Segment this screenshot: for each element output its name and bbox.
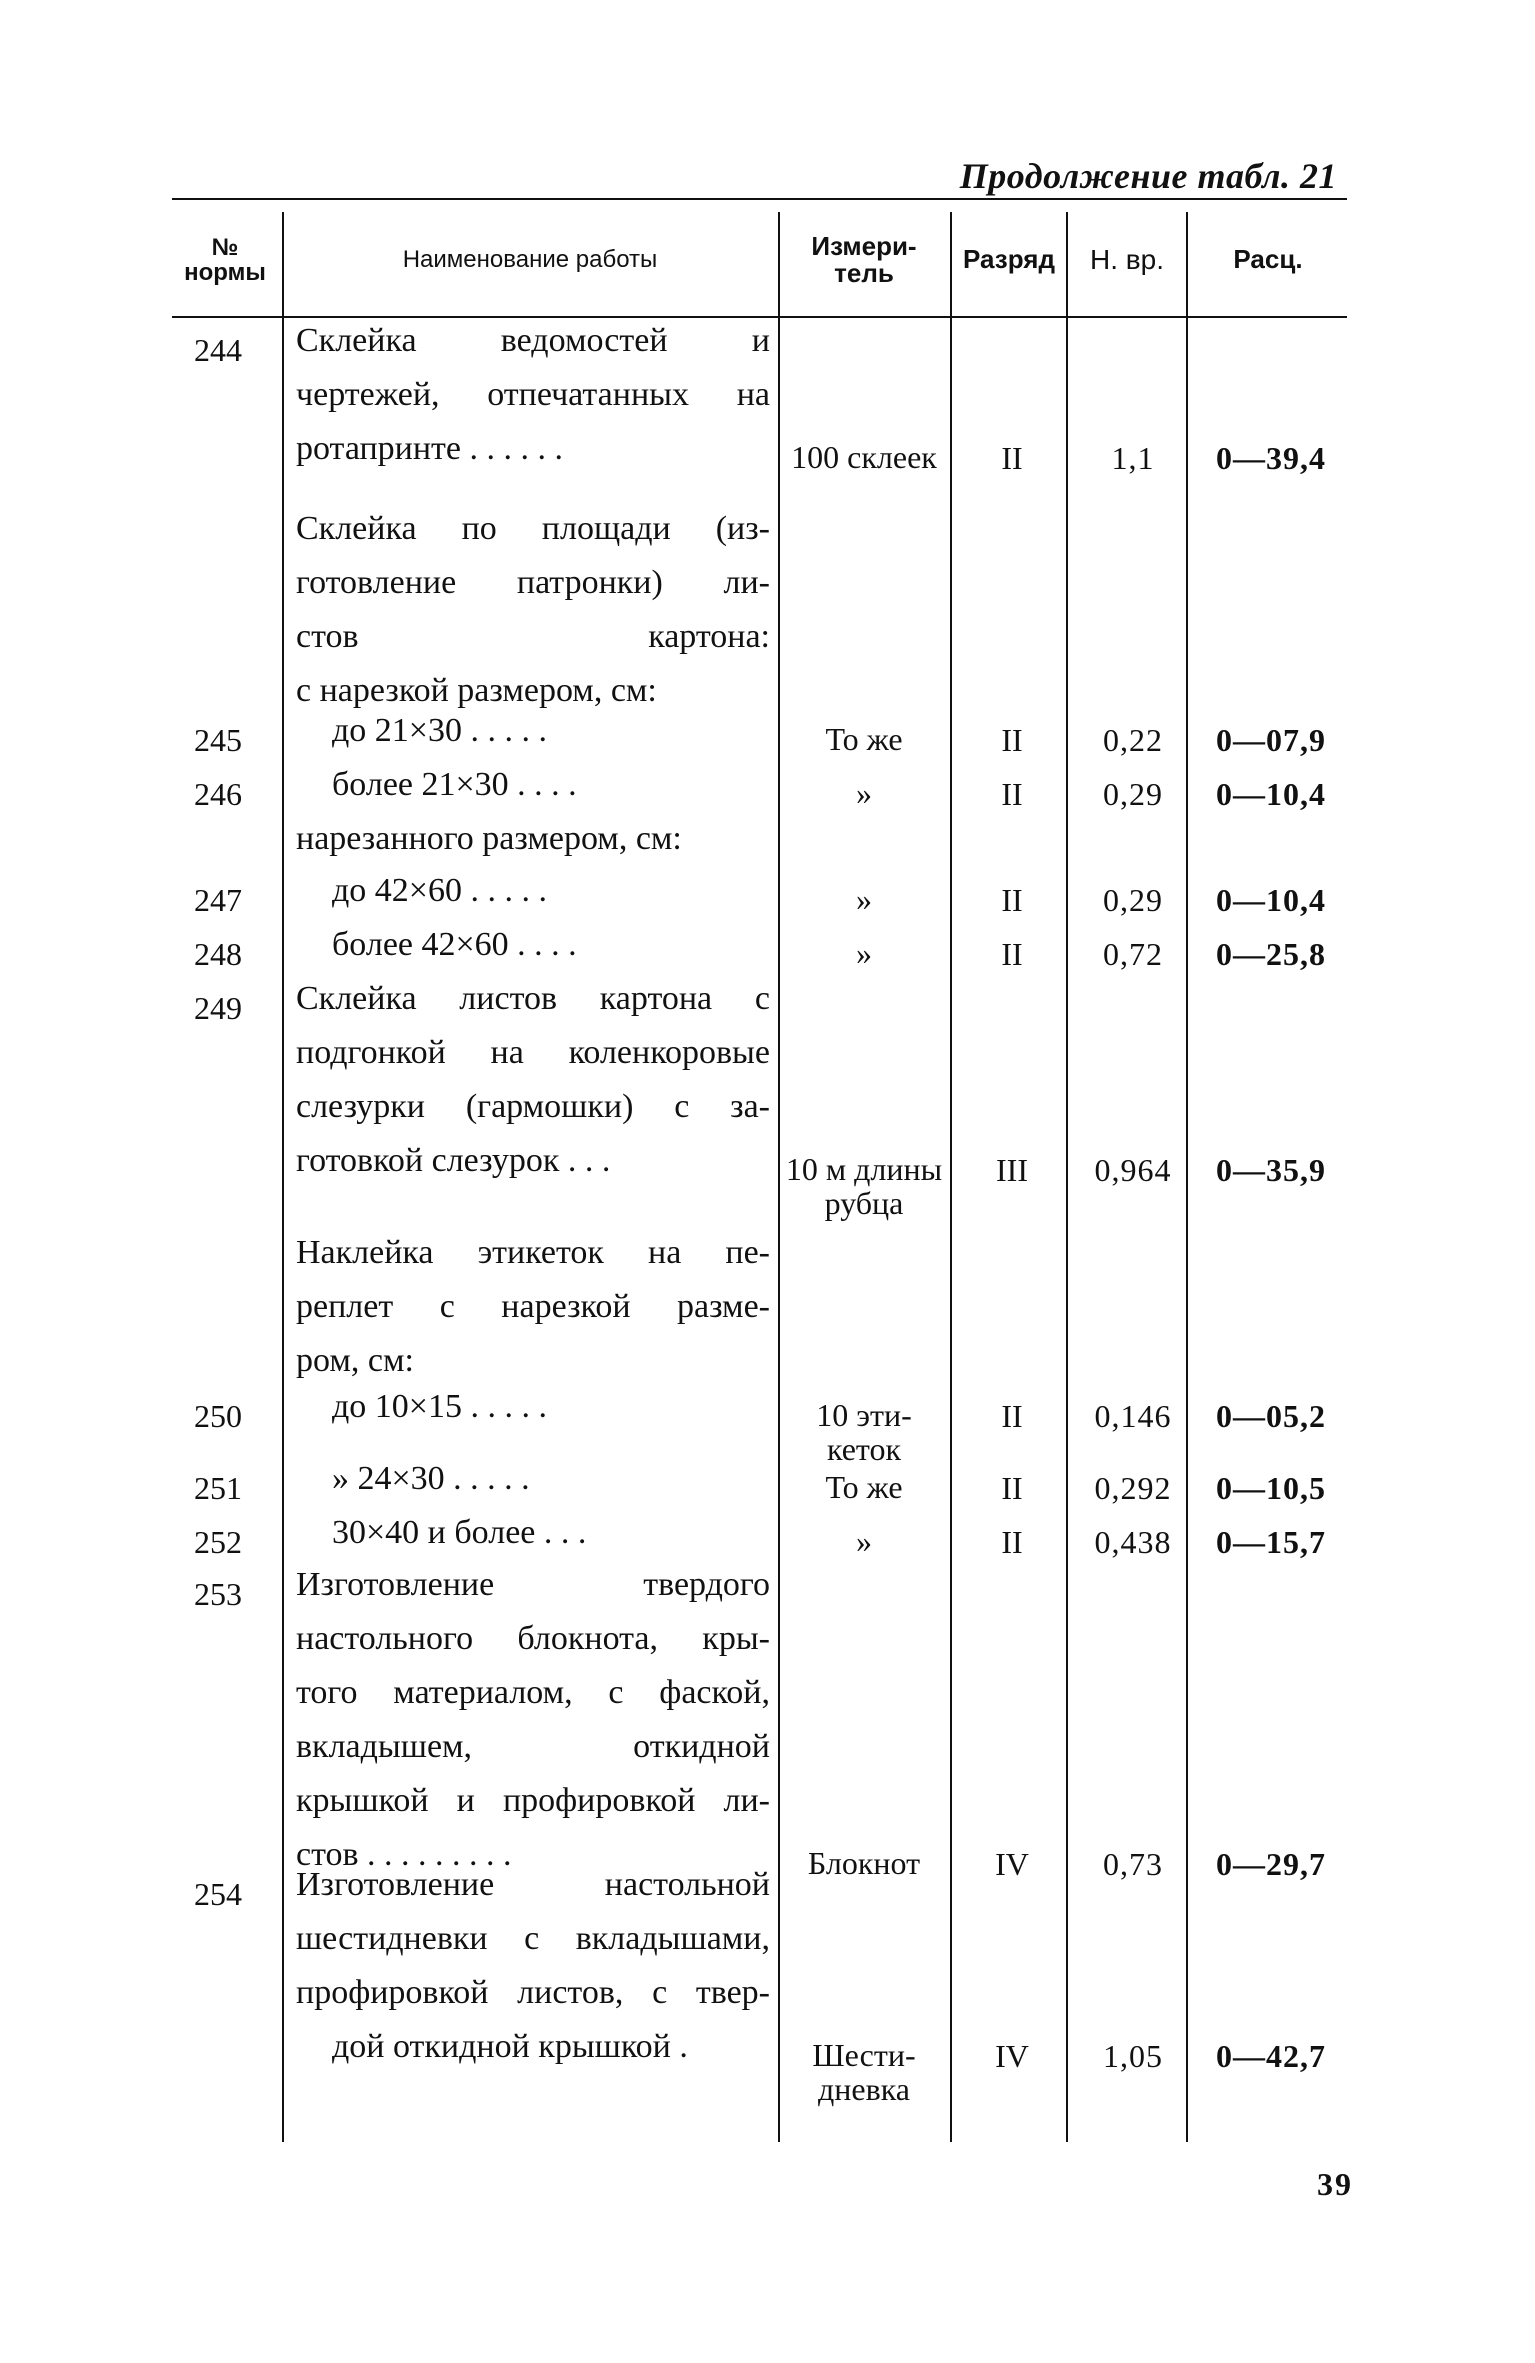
norm-number: 249 xyxy=(194,990,242,1026)
time-cell: 0,29 xyxy=(1103,882,1163,918)
work-description xyxy=(296,1452,770,1506)
grade-cell: II xyxy=(1001,722,1023,758)
description-line: профировкой листов, с твер- xyxy=(296,1974,770,2011)
unit-cell: То же xyxy=(825,721,903,757)
description-line: Склейка листов картона с xyxy=(296,980,770,1017)
norm-number: 252 xyxy=(194,1524,242,1560)
grade-cell: III xyxy=(996,1152,1028,1188)
time-cell: 0,22 xyxy=(1103,722,1163,758)
description-line: готовление патронки) ли- xyxy=(296,564,770,601)
time-cell: 0,292 xyxy=(1094,1470,1172,1506)
description-line: стов картона: xyxy=(296,618,770,655)
rate-cell: 0—25,8 xyxy=(1216,936,1326,972)
norm-number: 253 xyxy=(194,1576,242,1612)
grade-cell: II xyxy=(1001,1398,1023,1434)
rate-cell: 0—35,9 xyxy=(1216,1152,1326,1188)
unit-cell: » xyxy=(856,881,872,917)
grade-cell: IV xyxy=(995,1846,1029,1882)
column-divider xyxy=(778,212,780,2142)
rate-cell: 0—05,2 xyxy=(1216,1398,1326,1434)
rate-cell: 0—07,9 xyxy=(1216,722,1326,758)
unit-cell: » xyxy=(856,775,872,811)
norm-number: 245 xyxy=(194,722,242,758)
norm-number: 247 xyxy=(194,882,242,918)
grade-cell: II xyxy=(1001,776,1023,812)
description-line: ротапринте . . . . . . xyxy=(296,430,564,467)
work-description xyxy=(296,812,770,866)
page-number: 39 xyxy=(1317,2166,1353,2202)
header-unit: Измери-тель xyxy=(811,230,917,288)
time-cell: 0,73 xyxy=(1103,1846,1163,1882)
norm-number: 246 xyxy=(194,776,242,812)
grade-cell: IV xyxy=(995,2038,1029,2074)
description-line: до 42×60 . . . . . xyxy=(332,872,547,909)
work-description xyxy=(296,1380,770,1434)
description-line: крышкой и профировкой ли- xyxy=(296,1782,770,1819)
header-top-rule xyxy=(172,198,1347,200)
rate-cell: 0—10,4 xyxy=(1216,776,1326,812)
work-description xyxy=(296,502,770,718)
rate-cell: 0—42,7 xyxy=(1216,2038,1326,2074)
work-description xyxy=(296,918,770,972)
header-num: № нормы xyxy=(184,233,266,286)
grade-cell: II xyxy=(1001,882,1023,918)
table-caption: Продолжение табл. 21 xyxy=(959,156,1337,196)
grade-cell: II xyxy=(1001,1470,1023,1506)
description-line: подгонкой на коленкоровые xyxy=(296,1034,770,1071)
description-line: более 21×30 . . . . xyxy=(332,766,577,803)
work-description xyxy=(296,1858,770,2074)
description-line: Наклейка этикеток на пе- xyxy=(296,1234,770,1271)
grade-cell: II xyxy=(1001,1524,1023,1560)
unit-cell: Шести-дневка xyxy=(812,2037,916,2107)
rate-cell: 0—10,4 xyxy=(1216,882,1326,918)
grade-cell: II xyxy=(1001,936,1023,972)
rate-cell: 0—39,4 xyxy=(1216,440,1326,476)
header-name: Наименование работы xyxy=(402,246,658,274)
description-line: готовкой слезурок . . . xyxy=(296,1142,611,1179)
unit-cell: То же xyxy=(825,1469,903,1505)
time-cell: 0,72 xyxy=(1103,936,1163,972)
work-description xyxy=(296,1558,770,1882)
unit-cell: Блокнот xyxy=(807,1845,921,1881)
description-line: до 21×30 . . . . . xyxy=(332,712,547,749)
description-line: того материалом, с фаской, xyxy=(296,1674,770,1711)
description-line: нарезанного размером, см: xyxy=(296,820,682,857)
column-divider xyxy=(282,212,284,2142)
norm-number: 250 xyxy=(194,1398,242,1434)
work-description xyxy=(296,314,770,476)
header-grade: Разряд xyxy=(963,244,1055,275)
description-line: реплет с нарезкой разме- xyxy=(296,1288,770,1325)
unit-cell: 10 эти-кеток xyxy=(816,1397,912,1467)
description-line: настольного блокнота, кры- xyxy=(296,1620,770,1657)
header-rate: Расц. xyxy=(1233,244,1303,275)
column-divider xyxy=(950,212,952,2142)
time-cell: 0,964 xyxy=(1094,1152,1172,1188)
unit-cell: » xyxy=(856,935,872,971)
description-line: дой откидной крышкой . xyxy=(332,2028,688,2065)
rate-cell: 0—29,7 xyxy=(1216,1846,1326,1882)
work-description xyxy=(296,972,770,1188)
time-cell: 0,29 xyxy=(1103,776,1163,812)
work-description xyxy=(296,1506,770,1560)
grade-cell: II xyxy=(1001,440,1023,476)
work-description xyxy=(296,864,770,918)
unit-cell: 10 м длины рубца xyxy=(785,1151,943,1221)
work-description xyxy=(296,704,770,758)
description-line: более 42×60 . . . . xyxy=(332,926,577,963)
time-cell: 1,05 xyxy=(1103,2038,1163,2074)
time-cell: 0,146 xyxy=(1094,1398,1172,1434)
description-line: до 10×15 . . . . . xyxy=(332,1388,547,1425)
description-line: Изготовление настольной xyxy=(296,1866,770,1903)
norm-number: 251 xyxy=(194,1470,242,1506)
description-line: вкладышем, откидной xyxy=(296,1728,770,1765)
header-time: Н. вр. xyxy=(1089,244,1164,276)
description-line: » 24×30 . . . . . xyxy=(332,1460,530,1497)
unit-cell: » xyxy=(856,1523,872,1559)
description-line: шестидневки с вкладышами, xyxy=(296,1920,770,1957)
description-line: 30×40 и более . . . xyxy=(332,1514,587,1551)
description-line: с нарезкой размером, см: xyxy=(296,672,657,709)
work-description xyxy=(296,1226,770,1388)
norm-number: 254 xyxy=(194,1876,242,1912)
rate-cell: 0—15,7 xyxy=(1216,1524,1326,1560)
description-line: стов . . . . . . . . . xyxy=(296,1836,512,1873)
description-line: ром, см: xyxy=(296,1342,414,1379)
description-line: слезурки (гармошки) с за- xyxy=(296,1088,770,1125)
rate-cell: 0—10,5 xyxy=(1216,1470,1326,1506)
work-description xyxy=(296,758,770,812)
norm-number: 248 xyxy=(194,936,242,972)
description-line: чертежей, отпечатанных на xyxy=(296,376,770,413)
description-line: Склейка по площади (из- xyxy=(296,510,770,547)
description-line: Склейка ведомостей и xyxy=(296,322,770,359)
time-cell: 1,1 xyxy=(1111,440,1155,476)
unit-cell: 100 склеек xyxy=(791,439,937,475)
description-line: Изготовление твердого xyxy=(296,1566,770,1603)
time-cell: 0,438 xyxy=(1094,1524,1172,1560)
norm-number: 244 xyxy=(194,332,242,368)
